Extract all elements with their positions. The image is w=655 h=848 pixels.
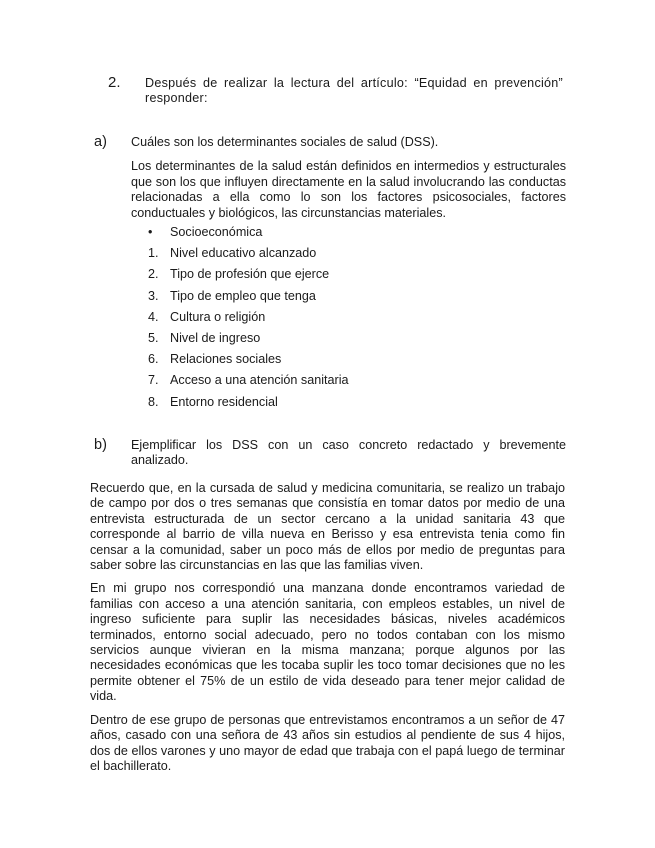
list-item-label: Tipo de profesión que ejerce	[170, 267, 330, 282]
list-marker: 2.	[148, 267, 159, 282]
list-marker: 5.	[148, 330, 159, 345]
section-b-heading: Ejemplificar los DSS con un caso concreto redactado y brevemente analizado.	[131, 438, 566, 468]
list-item	[148, 267, 349, 288]
list-marker: 1.	[148, 246, 159, 261]
list-item-label: Nivel educativo alcanzado	[170, 246, 317, 261]
list-item-label: Acceso a una atención sanitaria	[170, 373, 349, 388]
list-marker: 3.	[148, 288, 159, 303]
list-item-label: Nivel de ingreso	[170, 330, 261, 345]
list-item-label: Cultura o religión	[170, 309, 266, 324]
list-item-label: Relaciones sociales	[170, 352, 282, 367]
list-item-label: Entorno residencial	[170, 394, 278, 409]
section-b	[94, 438, 566, 469]
list-item	[148, 310, 349, 331]
section-a-label: a)	[94, 134, 107, 150]
body-paragraph: Dentro de ese grupo de personas que entrevistamos encontramos a un señor de 47 años, casado con una señora de 43 años sin estudios al pendiente de sus 4 hijos, dos de ellos varones y uno mayor de edad que trabaja con el papá luego de terminar el bachillerato.	[90, 712, 565, 773]
body-paragraph: Recuerdo que, en la cursada de salud y medicina comunitaria, se realizo un trabajo de campo por dos o tres semanas que consistía en tomar datos por medio de una entrevista estructurada de un sector cercano a la unidad sanitaria 43 que corresponde al barrio de villa nueva en Berisso y esa entrevista tenia como fin censar a la comunidad, saber un poco más de ellos por medio de preguntas para saber sobre las circunstancias en las que las familias viven.	[90, 481, 565, 573]
list-marker: •	[148, 225, 153, 239]
list-item	[148, 225, 349, 246]
section-a	[94, 135, 566, 221]
section-b-body	[90, 481, 565, 782]
list-item	[148, 352, 349, 373]
list-item	[148, 395, 349, 416]
list-item	[148, 373, 349, 394]
question-2	[108, 76, 563, 107]
list-item-label: Tipo de empleo que tenga	[170, 288, 316, 303]
section-b-label: b)	[94, 437, 107, 453]
body-paragraph: En mi grupo nos correspondió una manzana donde encontramos variedad de familias con acceso a una atención sanitaria, con empleos estables, un nivel de ingreso suficiente para suplir las necesidades básicas, niveles académicos terminados, entorno social adecuado, pero no todos contaban con los mismo servicios aunque vivieran en la misma manzana; porque algunos por las necesidades económicas que les tocaba suplir les toco tomar decisiones que no les permite obtener el 75% de un estilo de vida deseado para tener mejor calidad de vida.	[90, 581, 565, 704]
list-marker: 8.	[148, 394, 159, 409]
list-item	[148, 289, 349, 310]
question-number: 2.	[108, 74, 121, 91]
section-a-heading: Cuáles son los determinantes sociales de salud (DSS).	[131, 135, 439, 149]
section-a-intro: Los determinantes de la salud están definidos en intermedios y estructurales que son los que influyen directamente en la salud involucrando las conductas relacionadas a ella como lo son los factores psicosociales, factores conductuales y biológicos, las circunstancias materiales.	[131, 159, 566, 220]
list-marker: 6.	[148, 352, 159, 367]
list-marker: 7.	[148, 373, 159, 388]
list-item	[148, 246, 349, 267]
determinants-list	[148, 225, 349, 416]
list-marker: 4.	[148, 309, 159, 324]
list-item-label: Socioeconómica	[170, 225, 263, 239]
list-item	[148, 331, 349, 352]
question-text: Después de realizar la lectura del artículo: “Equidad en prevención” responder:	[145, 76, 563, 106]
